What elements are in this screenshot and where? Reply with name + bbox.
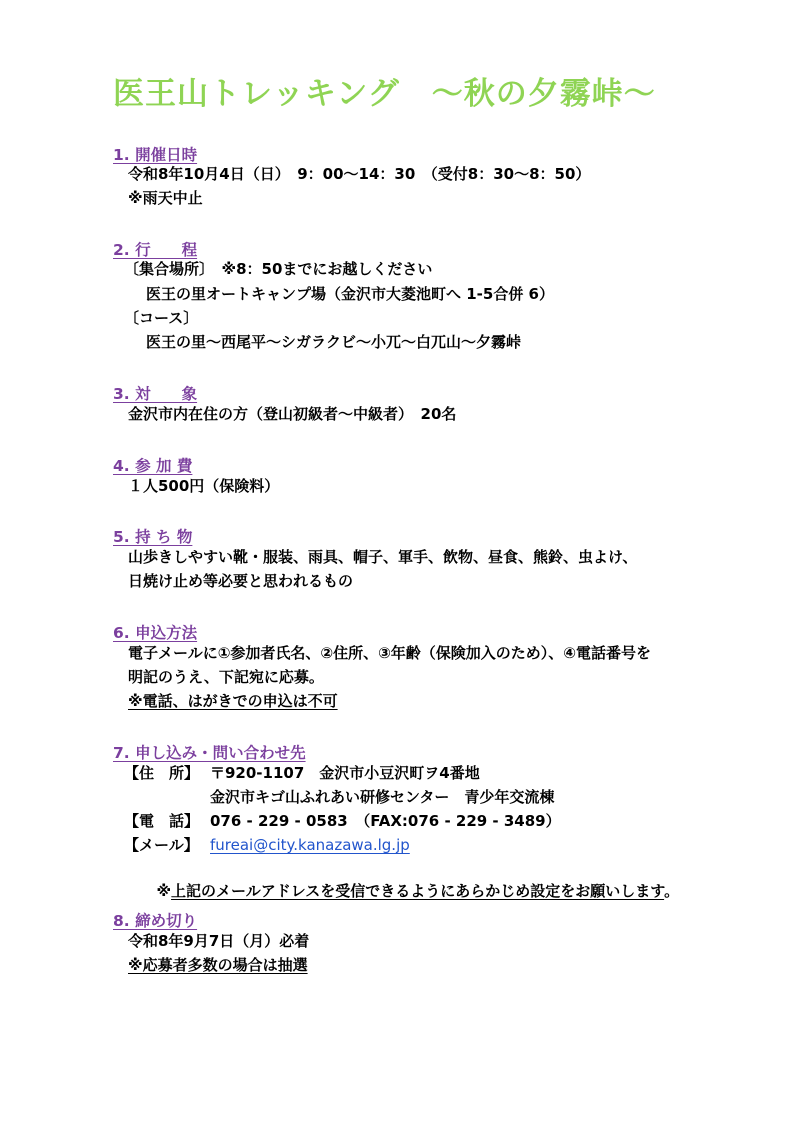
apply-note: ※電話、はがきでの申込は不可 xyxy=(128,692,338,710)
section-heading-items: 5. 持 ち 物 xyxy=(113,528,193,546)
section-heading-contact: 7. 申し込み・問い合わせ先 xyxy=(113,744,306,762)
course-text: 医王の里～西尾平～シガラクビ～小兀～白兀山～夕霧峠 xyxy=(146,333,522,351)
fee-text: １人500円（保険料） xyxy=(128,477,280,495)
meeting-place-label: 〔集合場所〕 ※8：50までにお越しください xyxy=(124,260,433,278)
target-text: 金沢市内在住の方（登山初級者～中級者） 20名 xyxy=(128,405,457,423)
address-line-2: 金沢市キゴ山ふれあい研修センター 青少年交流棟 xyxy=(210,788,555,806)
section-heading-schedule: 2. 行 程 xyxy=(113,241,198,259)
address-line-1: 〒920-1107 金沢市小豆沢町ヲ4番地 xyxy=(210,764,480,782)
section-heading-deadline: 8. 締め切り xyxy=(113,912,198,930)
mail-label: 【メール】 xyxy=(124,836,199,854)
deadline-note: ※応募者多数の場合は抽選 xyxy=(128,956,308,974)
date-text: 令和8年10月4日（日） 9：00～14：30 （受付8：30～8：50） xyxy=(128,165,591,183)
section-heading-date: 1. 開催日時 xyxy=(113,146,198,164)
items-text-2: 日焼け止め等必要と思われるもの xyxy=(128,572,354,590)
section-heading-target: 3. 対 象 xyxy=(113,385,198,403)
email-link[interactable]: fureai@city.kanazawa.lg.jp xyxy=(210,836,410,854)
apply-text-2: 明記のうえ、下記宛に応募。 xyxy=(128,668,324,686)
section-heading-apply: 6. 申込方法 xyxy=(113,624,198,642)
phone-text: 076 - 229 - 0583 （FAX:076 - 229 - 3489） xyxy=(210,812,561,830)
mail-note-end: 。 xyxy=(664,882,680,900)
page-title: 医王山トレッキング ～秋の夕霧峠～ xyxy=(113,76,656,112)
phone-label: 【電 話】 xyxy=(124,812,200,830)
mail-note-mark: ※ xyxy=(156,882,172,900)
section-heading-fee: 4. 参 加 費 xyxy=(113,457,193,475)
apply-text-1: 電子メールに①参加者氏名、②住所、③年齢（保険加入のため）、④電話番号を xyxy=(128,644,652,662)
deadline-text: 令和8年9月7日（月）必着 xyxy=(128,932,310,950)
mail-note xyxy=(146,858,679,902)
items-text-1: 山歩きしやすい靴・服装、雨具、帽子、軍手、飲物、昼食、熊鈴、虫よけ、 xyxy=(128,548,638,566)
meeting-place-text: 医王の里オートキャンプ場（金沢市大菱池町へ 1-5合併 6） xyxy=(146,285,554,303)
address-label: 【住 所】 xyxy=(124,764,200,782)
course-label: 〔コース〕 xyxy=(124,309,199,327)
rain-note: ※雨天中止 xyxy=(128,189,203,207)
mail-note-text: 上記のメールアドレスを受信できるようにあらかじめ設定をお願いします xyxy=(171,882,665,900)
